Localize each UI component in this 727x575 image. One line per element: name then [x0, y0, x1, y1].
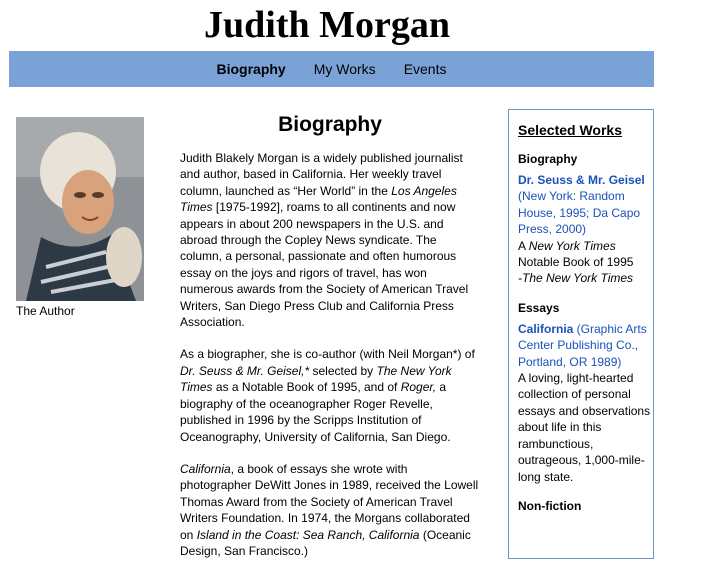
page-heading: Biography [278, 113, 382, 136]
text: [1975-1992], roams to all continents and now appears in about 200 newspapers in the U.S. and abroad through the Copley News syndicate. The column, a personal, passionate and often humorous essay on the joys and rigors of travel, has won numerous awards from the Society of American Travel Writers, San Diego Press Club and California Press Association. [180, 200, 469, 330]
text: A [518, 238, 529, 253]
text: a biography of the oceanographer Roger Revelle, published in 1996 by the Scripps Institution of Oceanography, University of California, San Diego. [180, 380, 451, 444]
book-title: Dr. Seuss & Mr. Geisel,* [180, 363, 310, 378]
author-photo [16, 117, 144, 301]
book-title: California [180, 461, 231, 476]
text: Judith Blakely Morgan is a widely published journalist and author, based in California. Her weekly travel column, launched as “Her World” in the [180, 151, 463, 198]
work-entry-dr-seuss [518, 172, 653, 287]
work-details: (Graphic Arts Center Publishing Co., Portland, OR 1989) [518, 321, 647, 369]
work-details: (New York: Random House, 1995; Da Capo Press, 2000) [518, 189, 641, 237]
text: as a Notable Book of 1995, and of [212, 380, 401, 395]
work-title: Dr. Seuss & Mr. Geisel [518, 173, 645, 187]
publication-name: New York Times [528, 238, 616, 253]
site-title: Judith Morgan [204, 4, 450, 46]
work-entry-california [518, 321, 653, 485]
author-photo-image [16, 117, 144, 301]
publication-name: Los Angeles Times [180, 183, 457, 215]
work-link-california[interactable] [518, 322, 647, 369]
work-title: California [518, 321, 574, 336]
bio-paragraph-2 [180, 346, 480, 444]
sidebar-title: Selected Works [518, 122, 623, 138]
bio-paragraph-1 [180, 150, 480, 330]
biography-content [180, 110, 480, 575]
text: Notable Book of 1995 [518, 255, 634, 270]
work-link-dr-seuss[interactable] [518, 173, 645, 236]
text: As a biographer, she is co-author (with Neil Morgan*) of [180, 347, 475, 362]
photo-caption: The Author [16, 304, 75, 318]
nav-biography[interactable]: Biography [216, 61, 286, 77]
category-biography: Biography [518, 152, 578, 166]
category-essays: Essays [518, 300, 560, 315]
selected-works-sidebar [508, 109, 654, 559]
publication-name: The New York Times [180, 363, 452, 395]
main-nav [9, 51, 654, 87]
text: , a book of essays she wrote with photographer DeWitt Jones in 1989, received the Lowell Thomas Award from the Society of American Travel Writers Foundation. In 1974, the Morgans collaborated on [180, 461, 479, 542]
work-description: A loving, light-hearted collection of personal essays and observations about life in this rambunctious, outrageous, 1,000-mile-long state. [518, 371, 651, 484]
book-title: Roger, [400, 380, 437, 395]
nav-my-works[interactable]: My Works [313, 61, 376, 77]
text: (Oceanic Design, San Francisco.) [180, 527, 471, 558]
book-title: Island in the Coast: Sea Ranch, California [196, 527, 420, 542]
category-nonfiction: Non-fiction [518, 498, 582, 513]
attribution: -The New York Times [518, 271, 634, 286]
text: selected by [309, 363, 377, 378]
nav-events[interactable]: Events [403, 61, 447, 77]
